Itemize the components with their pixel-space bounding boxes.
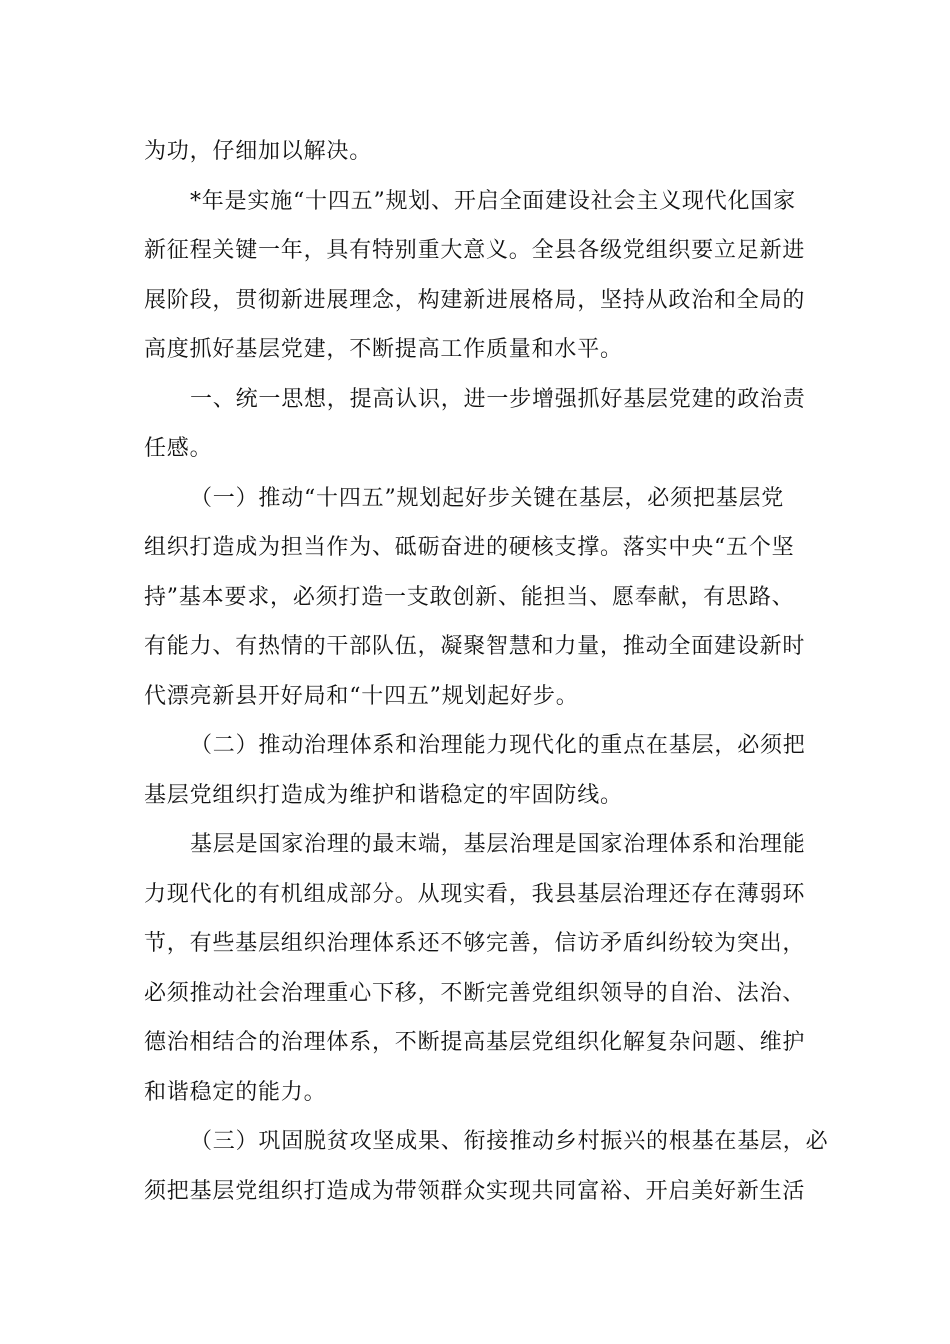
text-line: （三）巩固脱贫攻坚成果、衔接推动乡村振兴的根基在基层，必	[190, 1129, 829, 1154]
text-line: 为功，仔细加以解决。	[144, 139, 373, 164]
text-line: *年是实施“十四五”规划、开启全面建设社会主义现代化国家	[190, 189, 796, 214]
text-line: 和谐稳定的能力。	[144, 1080, 327, 1105]
section-heading: 任感。	[144, 436, 213, 461]
text-line: 基层党组织打造成为维护和谐稳定的牢固防线。	[144, 783, 623, 808]
text-line: 高度抓好基层党建，不断提高工作质量和水平。	[144, 337, 623, 362]
text-line: 基层是国家治理的最末端，基层治理是国家治理体系和治理能	[190, 832, 806, 857]
text-line: 代漂亮新县开好局和“十四五”规划起好步。	[144, 684, 579, 709]
text-line: 节，有些基层组织治理体系还不够完善，信访矛盾纠纷较为突出，	[144, 931, 806, 956]
text-line: 德治相结合的治理体系，不断提高基层党组织化解复杂问题、维护	[144, 1030, 806, 1055]
text-line: 力现代化的有机组成部分。从现实看，我县基层治理还存在薄弱环	[144, 882, 806, 907]
text-line: 组织打造成为担当作为、砥砺奋进的硬核支撑。落实中央“五个坚	[144, 535, 795, 560]
text-line: 新征程关键一年，具有特别重大意义。全县各级党组织要立足新进	[144, 238, 806, 263]
text-line: 必须推动社会治理重心下移，不断完善党组织领导的自治、法治、	[144, 981, 806, 1006]
text-line: 须把基层党组织打造成为带领群众实现共同富裕、开启美好新生活	[144, 1179, 806, 1204]
text-line: 有能力、有热情的干部队伍，凝聚智慧和力量，推动全面建设新时	[144, 634, 806, 659]
section-heading: 一、统一思想，提高认识，进一步增强抓好基层党建的政治责	[190, 387, 806, 412]
text-line: 持”基本要求，必须打造一支敢创新、能担当、愿奉献，有思路、	[144, 585, 795, 610]
text-line: 展阶段，贯彻新进展理念，构建新进展格局，坚持从政治和全局的	[144, 288, 806, 313]
text-line: （一）推动“十四五”规划起好步关键在基层，必须把基层党	[190, 486, 785, 511]
text-line: （二）推动治理体系和治理能力现代化的重点在基层，必须把	[190, 733, 806, 758]
